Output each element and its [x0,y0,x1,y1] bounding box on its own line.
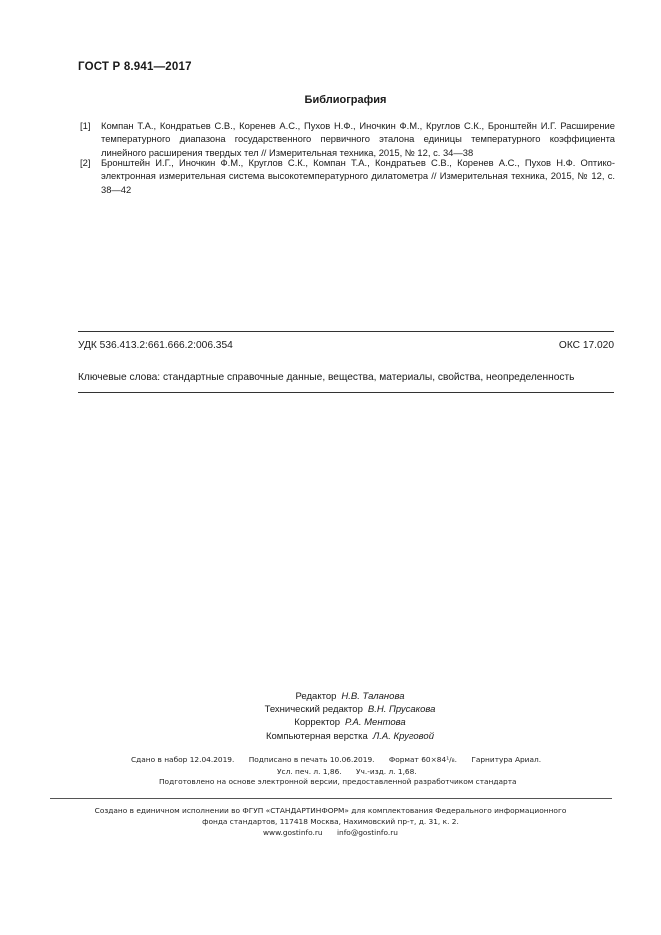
imprint-line [131,755,553,764]
divider-bottom [78,392,614,393]
reference-item [80,119,615,159]
divider-top [78,331,614,332]
reference-text: Бронштейн И.Г., Иночкин Ф.М., Круглов С.К., Компан Т.А., Кондратьев С.В., Коренев А.С., Пухов Н.Ф. Оптико-электронная измерительная система высокотемпературного дилатометра // Измерительная техника, 2015, № 12, с. 38—42 [101,157,615,195]
imprint-pub-sheets: Уч.-изд. л. 1,68. [356,767,417,776]
staff-line [200,703,500,716]
imprint-print-sheets: Усл. печ. л. 1,86. [277,767,342,776]
reference-item [80,156,615,196]
oks-code: ОКС 17.020 [558,340,614,351]
staff-line [200,716,500,729]
staff-role: Технический редактор [264,704,363,716]
imprint-submitted: Сдано в набор 12.04.2019. [131,755,235,764]
divider-footer [50,798,612,799]
imprint-signed: Подписано в печать 10.06.2019. [248,755,375,764]
document-code: ГОСТ Р 8.941—2017 [78,61,192,73]
staff-role: Редактор [295,691,337,702]
footer-website-link[interactable]: www.gostinfo.ru [263,828,323,837]
bibliography-title: Библиография [304,94,387,106]
staff-person: Л.А. Круговой [372,730,434,742]
staff-person: В.Н. Прусакова [367,704,436,716]
staff-role: Компьютерная верстка [265,730,368,742]
keywords: Ключевые слова: стандартные справочные данные, вещества, материалы, свойства, неопределенность [78,372,575,383]
staff-list [200,690,500,743]
staff-person: Н.В. Таланова [341,691,405,702]
imprint-typeface: Гарнитура Ариал. [471,755,542,764]
imprint-prepared: Подготовлено на основе электронной версии, предоставленной разработчиком стандарта [159,777,517,786]
footer-line: Создано в единичном исполнении во ФГУП «СТАНДАРТИНФОРМ» для комплектования Федерального информационного [94,806,567,815]
footer-contacts [0,828,661,837]
staff-person: Р.А. Ментова [345,717,406,729]
reference-number: [1] [80,120,91,131]
footer-email-link[interactable]: info@gostinfo.ru [336,828,398,837]
footer-line: фонда стандартов, 117418 Москва, Нахимовский пр-т, д. 31, к. 2. [202,817,459,826]
udk-code: УДК 536.413.2:661.666.2:006.354 [78,340,233,351]
imprint-format: Формат 60×84¹/₈. [388,755,457,764]
reference-number: [2] [80,157,91,168]
imprint-line [277,767,429,776]
staff-role: Корректор [294,717,341,729]
staff-line [200,690,500,703]
reference-text: Компан Т.А., Кондратьев С.В., Коренев А.С., Пухов Н.Ф., Иночкин Ф.М., Круглов С.К., Бронштейн И.Г. Расширение температурного диапазона государственного первичного эталона единицы температурного коэффициента линейного расширения твердых тел // Измерительная техника, 2015, № 12, с. 34—38 [101,120,615,158]
staff-line [200,730,500,743]
